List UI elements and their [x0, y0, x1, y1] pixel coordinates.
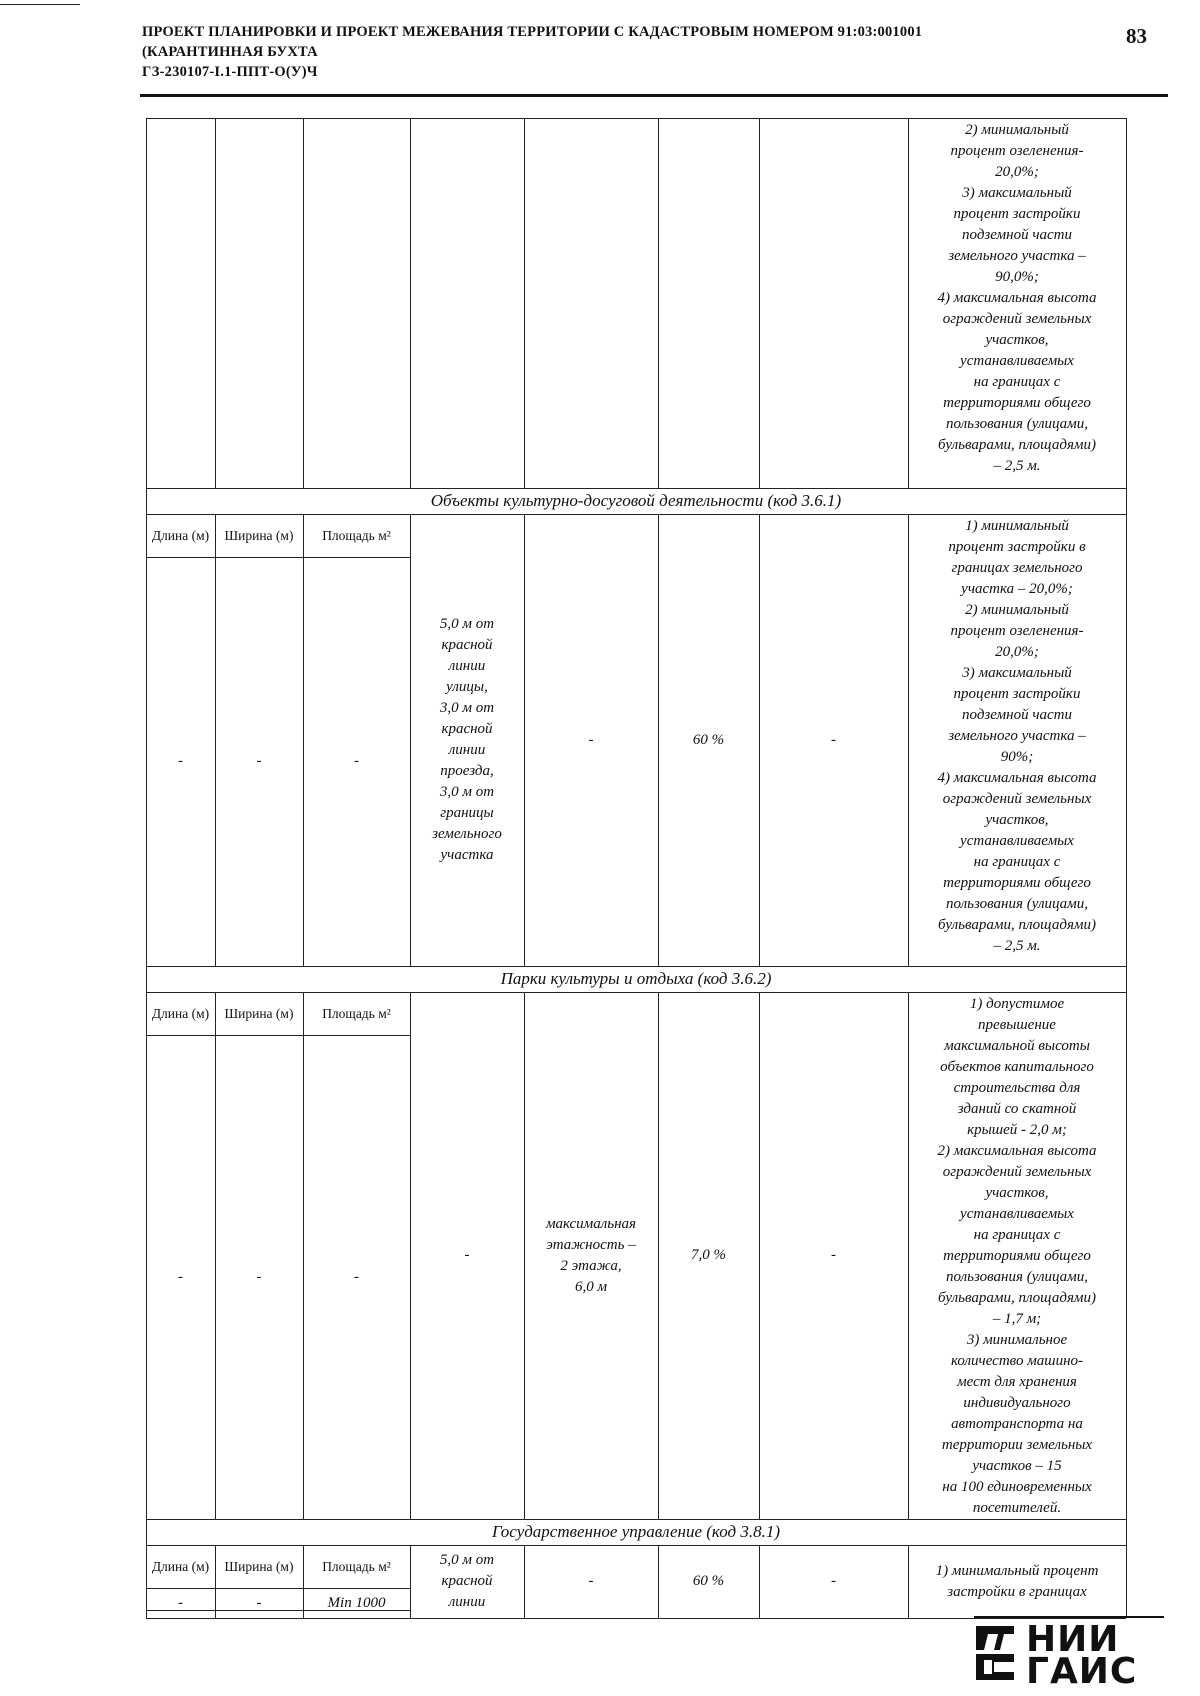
text-line: земельного: [432, 826, 502, 842]
text-line: максимальная: [545, 1215, 637, 1232]
text-line: на границах с: [973, 1227, 1061, 1243]
text-line: пользования (улицами,: [945, 896, 1089, 912]
text-line: участка: [440, 847, 494, 863]
setback-cell: -: [464, 1247, 470, 1263]
text-line: территориями общего: [943, 395, 1091, 411]
text-line: 4) максимальная высота: [937, 290, 1097, 306]
text-line: участков – 15: [972, 1458, 1062, 1474]
width-header: Ширина (м): [224, 1558, 294, 1574]
continuation-column-rule: [658, 118, 659, 488]
text-line: красной: [441, 1573, 493, 1589]
text-line: 6,0 м: [574, 1278, 608, 1295]
text-line: 4) максимальная высота: [937, 770, 1097, 786]
text-line: границах земельного: [951, 560, 1083, 576]
text-line: индивидуального: [963, 1395, 1071, 1411]
text-line: ограждений земельных: [942, 791, 1092, 807]
section-title: Государственное управление (код 3.8.1): [491, 1522, 780, 1541]
setback-text: [432, 614, 502, 866]
text-line: на 100 единовременных: [942, 1479, 1092, 1495]
coverage-cell: 60 %: [692, 731, 725, 748]
continuation-column-rule: [908, 118, 909, 488]
text-line: земельного участка –: [948, 248, 1086, 264]
text-line: бульварами, площадями): [938, 1290, 1096, 1306]
text-line: 2) минимальный: [965, 602, 1069, 618]
company-logo: [974, 1616, 1164, 1692]
header-title-line-1: ПРОЕКТ ПЛАНИРОВКИ И ПРОЕКТ МЕЖЕВАНИЯ ТЕРРИТОРИИ С КАДАСТРОВЫМ НОМЕРОМ 91:03:001001: [142, 24, 923, 40]
continuation-column-rule: [303, 118, 304, 488]
continuation-column-rule: [410, 118, 411, 488]
params-text: [938, 994, 1097, 1519]
params-text: [936, 1561, 1099, 1603]
length-header: Длина (м): [151, 527, 210, 543]
logo-rule: [974, 1616, 1164, 1618]
other-cell: -: [831, 1247, 836, 1263]
logo-text-top: НИИ: [1026, 1619, 1120, 1660]
text-line: процент застройки в: [948, 539, 1086, 555]
section-column-rule: [410, 1545, 411, 1618]
params-text: [938, 516, 1097, 957]
floors-cell: [526, 994, 656, 1517]
text-line: красной: [441, 721, 493, 737]
area-value: -: [354, 1268, 359, 1285]
text-line: 1) минимальный: [965, 518, 1069, 534]
section-title: Объекты культурно-досуговой деятельности (код 3.6.1): [430, 491, 842, 510]
setback-text: [440, 1550, 494, 1613]
text-line: 3) минимальное: [966, 1332, 1068, 1348]
area-value: Min 1000: [327, 1594, 386, 1611]
text-line: процент застройки: [953, 206, 1081, 222]
text-line: участков,: [985, 812, 1049, 828]
text-line: красной: [441, 637, 493, 653]
text-line: бульварами, площадями): [938, 917, 1096, 933]
coverage-cell: 60 %: [692, 1573, 725, 1589]
text-line: участков,: [985, 332, 1049, 348]
text-line: участка – 20,0%;: [961, 581, 1073, 597]
text-line: автотранспорта на: [951, 1416, 1083, 1432]
length-value: -: [178, 1268, 183, 1285]
coverage-cell: 7,0 %: [691, 1247, 726, 1263]
floors-text: [546, 1214, 636, 1298]
text-line: линии: [448, 658, 486, 674]
width-value: -: [256, 1268, 262, 1285]
section-column-rule: [908, 1545, 909, 1618]
header-title-line-3: ГЗ-230107-I.1-ППТ-О(У)Ч: [142, 64, 318, 80]
section-column-rule: [410, 514, 411, 966]
width-header: Ширина (м): [224, 1005, 294, 1021]
text-line: территориями общего: [943, 875, 1091, 891]
table-right-rule: [1126, 1519, 1127, 1618]
length-header: Длина (м): [151, 1558, 210, 1574]
section-column-rule: [524, 992, 525, 1519]
text-line: 2) максимальная высота: [937, 1143, 1097, 1159]
text-line: устанавливаемых: [960, 833, 1074, 849]
setback-cell: [412, 1547, 522, 1616]
width-header: Ширина (м): [224, 527, 294, 543]
text-line: процент застройки: [953, 686, 1081, 702]
header-rule: [140, 94, 1168, 97]
table-right-rule: [1126, 966, 1127, 1519]
logo-text-bottom: ГАИС: [1026, 1651, 1138, 1692]
text-line: мест для хранения: [957, 1374, 1077, 1390]
text-line: 1) минимальный процент: [935, 1562, 1099, 1579]
area-header: Площадь м²: [322, 1005, 391, 1021]
text-line: на границах с: [973, 374, 1061, 390]
table-top-rule: [146, 118, 1126, 119]
text-line: участков,: [985, 1185, 1049, 1201]
continuation-column-rule: [215, 118, 216, 488]
continuation-params-text: [938, 120, 1097, 477]
logo-mark-icon: [974, 1622, 1018, 1684]
continuation-column-rule: [1126, 118, 1127, 488]
text-line: 3) максимальный: [962, 185, 1072, 201]
section-column-rule: [908, 514, 909, 966]
area-header: Площадь м²: [322, 527, 391, 543]
text-line: – 2,5 м.: [993, 458, 1041, 474]
size-value-rule: [146, 1610, 410, 1611]
text-line: застройки в границах: [947, 1583, 1087, 1600]
text-line: 2) минимальный: [965, 122, 1069, 138]
text-line: подземной части: [962, 707, 1072, 723]
floors-cell: -: [588, 1573, 594, 1589]
text-line: на границах с: [973, 854, 1061, 870]
text-line: 5,0 м от: [439, 616, 495, 632]
length-header: Длина (м): [151, 1005, 210, 1021]
area-header: Площадь м²: [322, 1558, 391, 1574]
text-line: крышей - 2,0 м;: [967, 1122, 1067, 1138]
text-line: 90,0%;: [995, 269, 1039, 285]
params-cell: [912, 1547, 1122, 1616]
text-line: проезда,: [440, 763, 494, 779]
text-line: территориями общего: [943, 1248, 1091, 1264]
text-line: этажность –: [546, 1236, 636, 1253]
text-line: территории земельных: [941, 1437, 1093, 1453]
text-line: 20,0%;: [995, 164, 1039, 180]
text-line: бульварами, площадями): [938, 437, 1096, 453]
text-line: процент озеленения-: [950, 143, 1084, 159]
text-line: линии: [448, 1594, 486, 1610]
text-line: процент озеленения-: [950, 623, 1084, 639]
top-corner-line: [0, 4, 80, 5]
document-header: [142, 22, 1042, 82]
text-line: – 2,5 м.: [993, 938, 1041, 954]
header-title-line-2: (КАРАНТИННАЯ БУХТА: [142, 44, 318, 60]
text-line: 3,0 м от: [439, 784, 495, 800]
text-line: 2 этажа,: [560, 1257, 622, 1274]
text-line: 20,0%;: [995, 644, 1039, 660]
width-value: -: [256, 1594, 262, 1611]
table-right-rule: [1126, 488, 1127, 966]
text-line: посетителей.: [972, 1500, 1062, 1516]
text-line: 5,0 м от: [439, 1552, 495, 1568]
text-line: линии: [448, 742, 486, 758]
text-line: земельного участка –: [948, 728, 1086, 744]
area-value: -: [354, 753, 359, 769]
text-line: устанавливаемых: [960, 1206, 1074, 1222]
text-line: строительства для: [953, 1080, 1081, 1096]
text-line: объектов капитального: [940, 1059, 1094, 1075]
text-line: устанавливаемых: [960, 353, 1074, 369]
section-column-rule: [908, 992, 909, 1519]
params-cell: [912, 994, 1122, 1517]
text-line: границы: [440, 805, 494, 821]
text-line: – 1,7 м;: [992, 1311, 1042, 1327]
continuation-column-rule: [146, 118, 147, 488]
text-line: ограждений земельных: [942, 311, 1092, 327]
params-cell: [912, 516, 1122, 964]
section-header-rule: [146, 992, 1126, 993]
continuation-column-rule: [759, 118, 760, 488]
text-line: 1) допустимое: [969, 996, 1065, 1012]
text-line: максимальной высоты: [944, 1038, 1090, 1054]
other-cell: -: [831, 1573, 836, 1589]
length-value: -: [178, 1594, 183, 1611]
other-cell: -: [831, 731, 836, 748]
continuation-params-cell: [912, 120, 1122, 486]
text-line: подземной части: [962, 227, 1072, 243]
text-line: 3) максимальный: [962, 665, 1072, 681]
section-title: Парки культуры и отдыха (код 3.6.2): [500, 969, 772, 988]
length-value: -: [178, 753, 183, 769]
text-line: 90%;: [1000, 749, 1034, 765]
text-line: 3,0 м от: [439, 700, 495, 716]
setback-cell: [412, 516, 522, 964]
text-line: количество машино-: [950, 1353, 1084, 1369]
continuation-column-rule: [524, 118, 525, 488]
text-line: зданий со скатной: [957, 1101, 1077, 1117]
text-line: превышение: [978, 1017, 1056, 1033]
text-line: пользования (улицами,: [945, 1269, 1089, 1285]
text-line: пользования (улицами,: [945, 416, 1089, 432]
floors-cell: -: [588, 731, 594, 748]
text-line: ограждений земельных: [942, 1164, 1092, 1180]
page-number: 83: [1126, 24, 1147, 48]
width-value: -: [256, 753, 262, 769]
text-line: улицы,: [446, 679, 488, 695]
